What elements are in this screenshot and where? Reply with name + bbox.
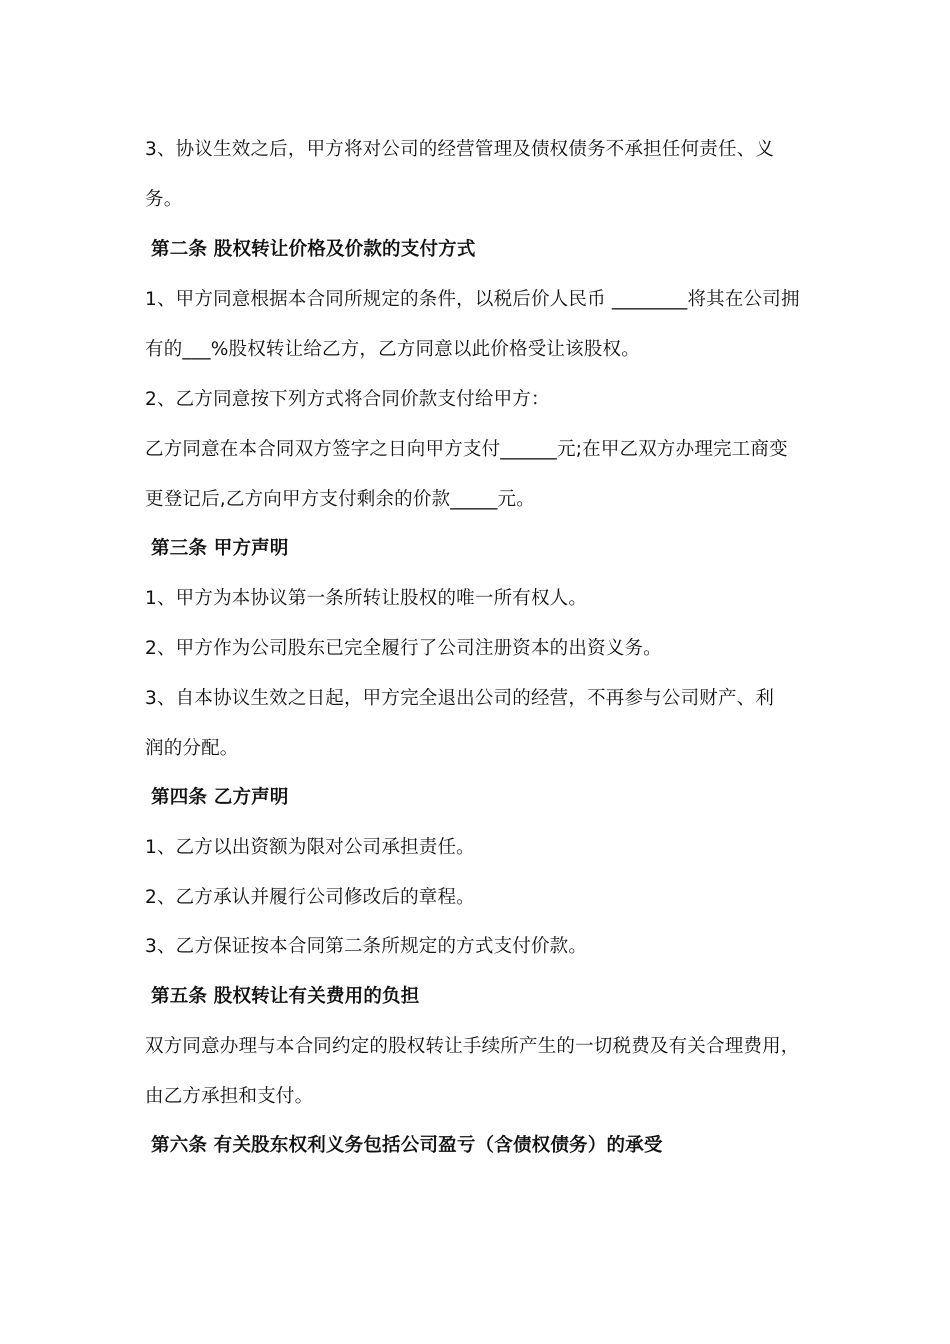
clause-2-payment-line-2: 更登记后,乙方向甲方支付剩余的价款_____元。 bbox=[145, 489, 535, 510]
clause-4-item-1: 1、乙方以出资额为限对公司承担责任。 bbox=[145, 837, 475, 858]
clause-3-item-3-line-2: 润的分配。 bbox=[145, 738, 239, 759]
clause-3-item-2: 2、甲方作为公司股东已完全履行了公司注册资本的出资义务。 bbox=[145, 638, 662, 659]
heading-clause-2: 第二条 股权转让价格及价款的支付方式 bbox=[151, 239, 476, 260]
clause-4-item-3: 3、乙方保证按本合同第二条所规定的方式支付价款。 bbox=[145, 936, 588, 957]
heading-clause-3: 第三条 甲方声明 bbox=[151, 538, 289, 559]
clause-2-item-1-line-1: 1、甲方同意根据本合同所规定的条件，以税后价人民币 ________将其在公司拥 bbox=[145, 289, 800, 310]
clause-3-item-1: 1、甲方为本协议第一条所转让股权的唯一所有权人。 bbox=[145, 588, 588, 609]
clause-2-item-2: 2、乙方同意按下列方式将合同价款支付给甲方： bbox=[145, 389, 550, 410]
clause-2-item-1-line-2: 有的___%股权转让给乙方，乙方同意以此价格受让该股权。 bbox=[145, 339, 640, 360]
heading-clause-5: 第五条 股权转让有关费用的负担 bbox=[151, 986, 420, 1007]
clause-1-item-3-line-1: 3、协议生效之后，甲方将对公司的经营管理及债权债务不承担任何责任、义 bbox=[145, 139, 775, 160]
clause-5-body-line-2: 由乙方承担和支付。 bbox=[145, 1086, 314, 1107]
clause-3-item-3-line-1: 3、自本协议生效之日起，甲方完全退出公司的经营，不再参与公司财产、利 bbox=[145, 688, 775, 709]
clause-2-payment-line-1: 乙方同意在本合同双方签字之日向甲方支付______元;在甲乙双方办理完工商变 bbox=[145, 439, 788, 460]
heading-clause-6: 第六条 有关股东权利义务包括公司盈亏（含债权债务）的承受 bbox=[151, 1135, 663, 1156]
clause-5-body-line-1: 双方同意办理与本合同约定的股权转让手续所产生的一切税费及有关合理费用， bbox=[145, 1036, 800, 1057]
clause-4-item-2: 2、乙方承认并履行公司修改后的章程。 bbox=[145, 887, 475, 908]
heading-clause-4: 第四条 乙方声明 bbox=[151, 787, 289, 808]
clause-1-item-3-line-2: 务。 bbox=[145, 189, 183, 210]
